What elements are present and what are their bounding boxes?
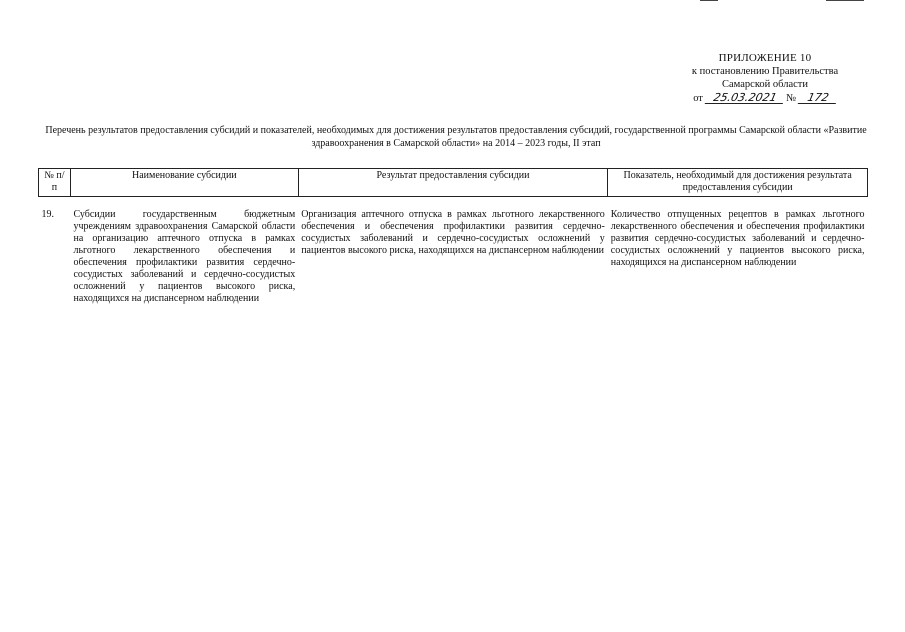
number-prefix: № — [786, 93, 797, 104]
scan-mark — [700, 0, 718, 1]
row-number: 19. — [41, 209, 54, 220]
appendix-line-1: к постановлению Правительства — [691, 66, 839, 77]
column-header-result: Результат предоставления субсидии — [298, 169, 608, 197]
column-header-indicator: Показатель, необходимый для достижения результата предоставления субсидии — [608, 169, 868, 197]
appendix-block — [640, 52, 890, 105]
handwritten-number: 172 — [798, 92, 839, 104]
table-row — [39, 209, 868, 305]
table-header-row — [39, 169, 868, 197]
row-result: Организация аптечного отпуска в рамках льготного лекарственного обеспечения и обеспечения профилактики развития сердечно-сосудистых заболеваний и сердечно-сосудистых осложнений у пациентов высокого риска, находящихся на диспансерном наблюдении — [301, 209, 605, 256]
date-prefix: от — [693, 93, 703, 104]
document-heading: Перечень результатов предоставления субсидий и показателей, необходимых для достижения результатов предоставления субсидий, государственной программы Самарской области «Развитие здравоохранения в Самарской области» на 2014 – 2023 годы, II этап — [45, 125, 867, 149]
results-table — [38, 168, 868, 305]
scan-mark — [826, 0, 864, 1]
appendix-line-2: Самарской области — [722, 79, 808, 90]
column-header-number: № п/п — [39, 169, 71, 197]
column-header-subsidy-name: Наименование субсидии — [70, 169, 298, 197]
appendix-title: ПРИЛОЖЕНИЕ 10 — [718, 52, 812, 64]
row-indicator: Количество отпущенных рецептов в рамках льготного лекарственного обеспечения и обеспечения профилактики развития сердечно-сосудистых заболеваний и сердечно-сосудистых осложнений у пациентов высокого риска, находящихся на диспансерном наблюдении — [610, 209, 865, 268]
table-spacer — [39, 197, 868, 210]
row-subsidy-name: Субсидии государственным бюджетным учреждениям здравоохранения Самарской области на организацию аптечного отпуска в рамках льготного лекарственного обеспечения и обеспечения профилактики развития сердечно-сосудистых заболеваний и сердечно-сосудистых осложнений у пациентов высокого риска, находящихся на диспансерном наблюдении — [73, 209, 296, 304]
handwritten-date: 25.03.2021 — [704, 92, 785, 104]
appendix-dateline — [640, 92, 890, 105]
